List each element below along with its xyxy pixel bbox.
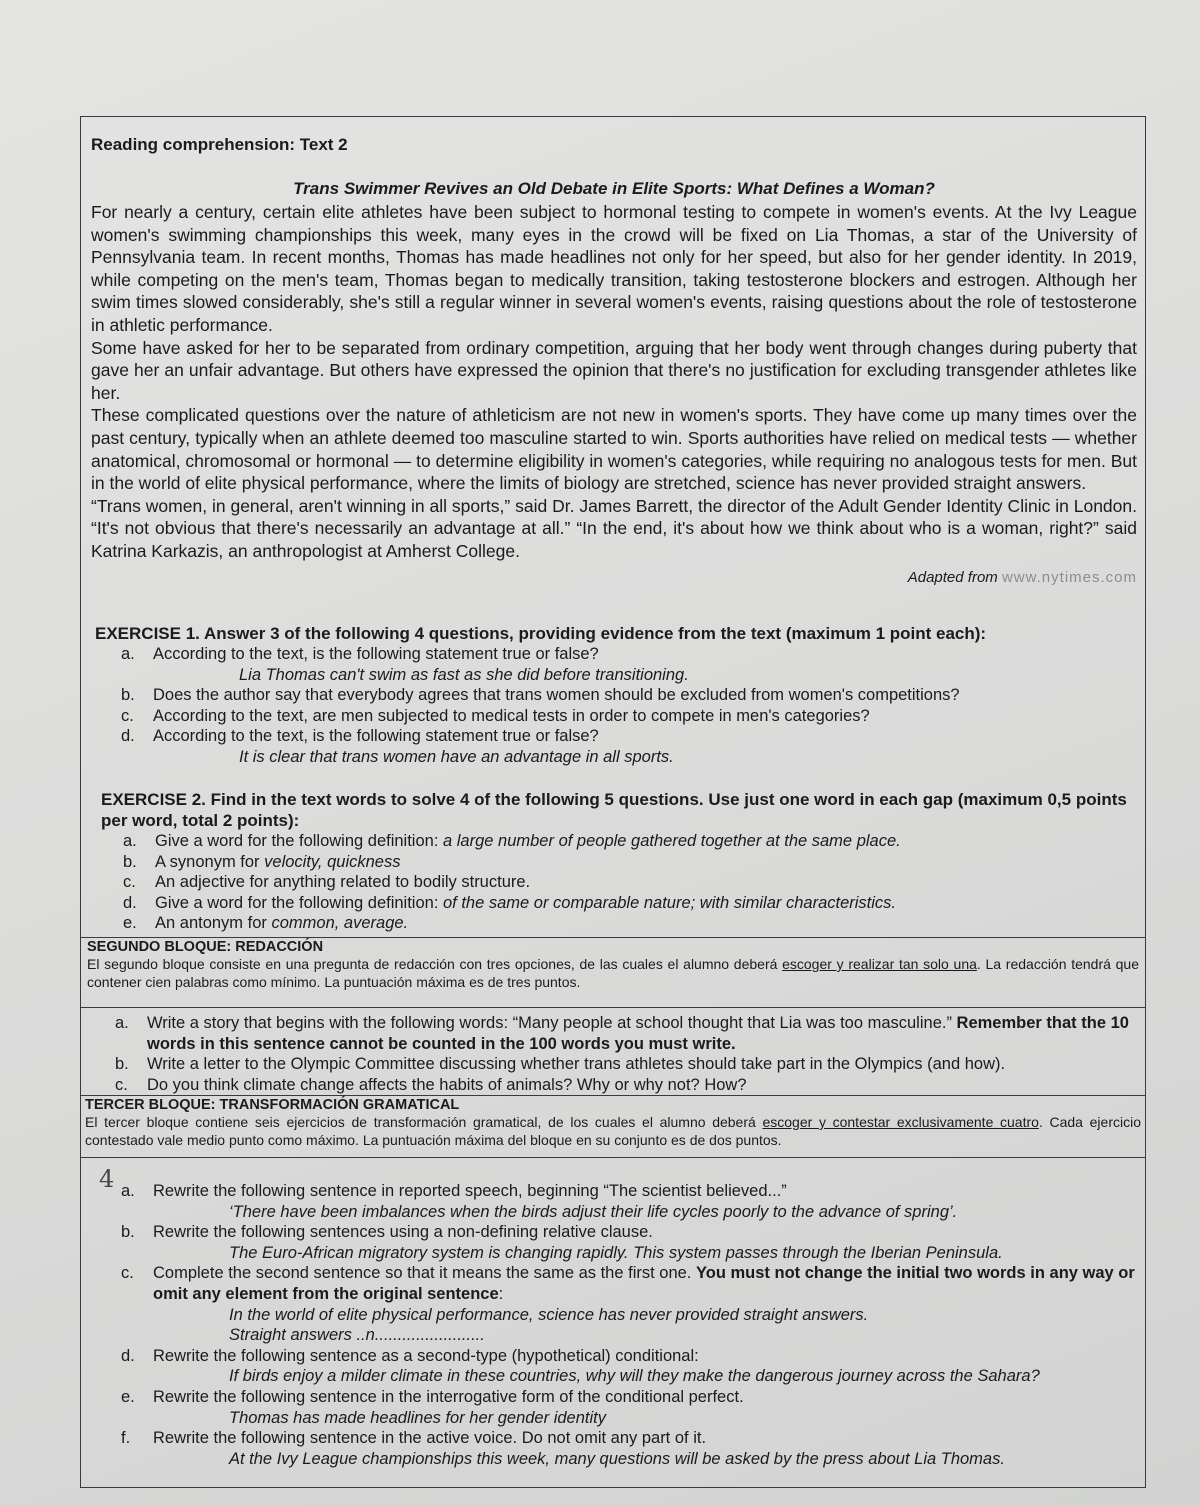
redaccion-option-b: b. Write a letter to the Olympic Committee discussing whether trans athletes should take part in the Olympics (and how). (115, 1055, 1006, 1074)
exercise-2-item-c: c. An adjective for anything related to bodily structure. (123, 873, 531, 892)
divider (81, 1007, 1145, 1008)
grammar-quote-c: In the world of elite physical performance, science has never provided straight answers. (229, 1305, 869, 1324)
article-paragraph-2: Some have asked for her to be separated from ordinary competition, arguing that her body went through changes during puberty that gave her an unfair advantage. But others have expressed the opinion that there's no justification for excluding transgender athletes like her. (91, 337, 1137, 403)
tercer-bloque-exercises (81, 1181, 1145, 1469)
exercise-2 (81, 789, 1145, 934)
exercise-1-item-a: a. According to the text, is the following statement true or false? (121, 645, 599, 663)
article-title: Trans Swimmer Revives an Old Debate in Elite Sports: What Defines a Woman? (293, 179, 935, 198)
exercise-1-quote-d: It is clear that trans women have an advantage in all sports. (239, 747, 674, 766)
redaccion-option-a: a. Write a story that begins with the following words: “Many people at school thought that Lia was too masculine.” Remember that the 10 words in this sentence cannot be counted in the 100 words you must write. (115, 1014, 1129, 1053)
segundo-bloque-instructions: El segundo bloque consiste en una pregunta de redacción con tres opciones, de las cuales el alumno deberá escoger y realizar tan solo una. La redacción tendrá que contener cien palabras como mínimo. La puntuación máxima es de tres puntos. (87, 956, 1139, 990)
article-paragraph-1: For nearly a century, certain elite athletes have been subject to hormonal testing to compete in women's events. At the Ivy League women's swimming championships this week, many eyes in the crowd will be fixed on Lia Thomas, a star of the University of Pennsylvania team. In recent months, Thomas has made headlines not only for her speed, but also for her gender identity. In 2019, while competing on the men's team, Thomas began to medically transition, taking testosterone blockers and estrogen. Although her swim times slowed considerably, she's still a regular winner in several women's events, raising questions about the role of testosterone in athletic performance. (91, 202, 1137, 335)
reading-heading: Reading comprehension: Text 2 (91, 135, 348, 154)
grammar-item-c: c. Complete the second sentence so that it means the same as the first one. You must not change the initial two words in any way or omit any element from the original sentence: (121, 1264, 1135, 1303)
source-url: www.nytimes.com (1001, 568, 1137, 586)
tercer-bloque-title: TERCER BLOQUE: TRANSFORMACIÓN GRAMATICAL (85, 1097, 460, 1113)
grammar-answer-c: Straight answers ..n........................ (229, 1326, 485, 1345)
article-paragraph-3: These complicated questions over the nature of athleticism are not new in women's sports. They have come up many times over the past century, typically when an athlete deemed too masculine started to win. Sports authorities have relied on medical tests — whether anatomical, chromosomal or hormonal — to determine eligibility in women's categories, while requiring no analogous tests for men. But in the world of elite physical performance, where the limits of biology are stretched, science has never provided straight answers. (91, 405, 1137, 494)
grammar-quote-f: At the Ivy League championships this week, many questions will be asked by the press about Lia Thomas. (229, 1449, 1005, 1468)
grammar-quote-e: Thomas has made headlines for her gender identity (229, 1408, 606, 1427)
divider (81, 1157, 1145, 1158)
exercise-2-item-a: a. Give a word for the following definition: a large number of people gathered together at the same place. (123, 832, 901, 850)
source-prefix: Adapted from (907, 568, 998, 586)
grammar-item-a: a. Rewrite the following sentence in reported speech, beginning “The scientist believed...” (121, 1182, 787, 1200)
segundo-bloque-header (81, 939, 1145, 991)
segundo-bloque-options (81, 1013, 1145, 1095)
reading-section (81, 135, 1145, 586)
exercise-2-title: EXERCISE 2. Find in the text words to solve 4 of the following 5 questions. Use just one word in each gap (maximum 0,5 points per word, total 2 points): (101, 790, 1127, 830)
exercise-1-item-b: b. Does the author say that everybody agrees that trans women should be excluded from women's competitions? (121, 686, 960, 705)
grammar-item-e: e. Rewrite the following sentence in the interrogative form of the conditional perfect. (121, 1387, 744, 1406)
exercise-1-title: EXERCISE 1. Answer 3 of the following 4 questions, providing evidence from the text (maximum 1 point each): (95, 624, 987, 643)
segundo-bloque-title: SEGUNDO BLOQUE: REDACCIÓN (87, 939, 324, 955)
exercise-2-item-e: e. An antonym for common, average. (123, 914, 409, 933)
tercer-bloque-header (81, 1097, 1145, 1149)
grammar-quote-a: ‘There have been imbalances when the birds adjust their life cycles poorly to the advance of spring’. (229, 1202, 958, 1221)
redaccion-option-c: c. Do you think climate change affects the habits of animals? Why or why not? How? (115, 1075, 747, 1094)
grammar-quote-b: The Euro-African migratory system is changing rapidly. This system passes through the Iberian Peninsula. (229, 1243, 1003, 1262)
grammar-item-b: b. Rewrite the following sentences using a non-defining relative clause. (121, 1223, 653, 1242)
exam-frame (80, 116, 1146, 1488)
exercise-1-item-c: c. According to the text, are men subjected to medical tests in order to compete in men's categories? (121, 706, 870, 725)
exercise-2-item-b: b. A synonym for velocity, quickness (123, 852, 401, 871)
exercise-1 (81, 623, 1145, 768)
exercise-1-item-d: d. According to the text, is the following statement true or false? (121, 727, 599, 746)
divider (81, 1095, 1145, 1096)
exercise-2-item-d: d. Give a word for the following definition: of the same or comparable nature; with similar characteristics. (123, 893, 897, 912)
article-source (91, 569, 1137, 586)
article-paragraph-4: “Trans women, in general, aren't winning in all sports,” said Dr. James Barrett, the director of the Adult Gender Identity Clinic in London. “It's not obvious that there's necessarily an advantage at all.” “In the end, it's about how we think about who is a woman, right?” said Katrina Karkazis, an anthropologist at Amherst College. (91, 495, 1137, 561)
handwritten-mark: 4 (99, 1165, 115, 1193)
grammar-quote-d: If birds enjoy a milder climate in these countries, why will they make the dangerous journey across the Sahara? (229, 1367, 1040, 1386)
grammar-item-f: f. Rewrite the following sentence in the active voice. Do not omit any part of it. (121, 1429, 707, 1448)
grammar-item-d: d. Rewrite the following sentence as a second-type (hypothetical) conditional: (121, 1346, 699, 1365)
exercise-1-quote-a: Lia Thomas can't swim as fast as she did before transitioning. (239, 665, 689, 684)
tercer-bloque-instructions: El tercer bloque contiene seis ejercicios de transformación gramatical, de los cuales el alumno deberá escoger y contestar exclusivamente cuatro. Cada ejercicio contestado vale medio punto como máximo. La puntuación máxima del bloque en su conjunto es de dos puntos. (85, 1114, 1141, 1148)
divider (81, 937, 1145, 938)
